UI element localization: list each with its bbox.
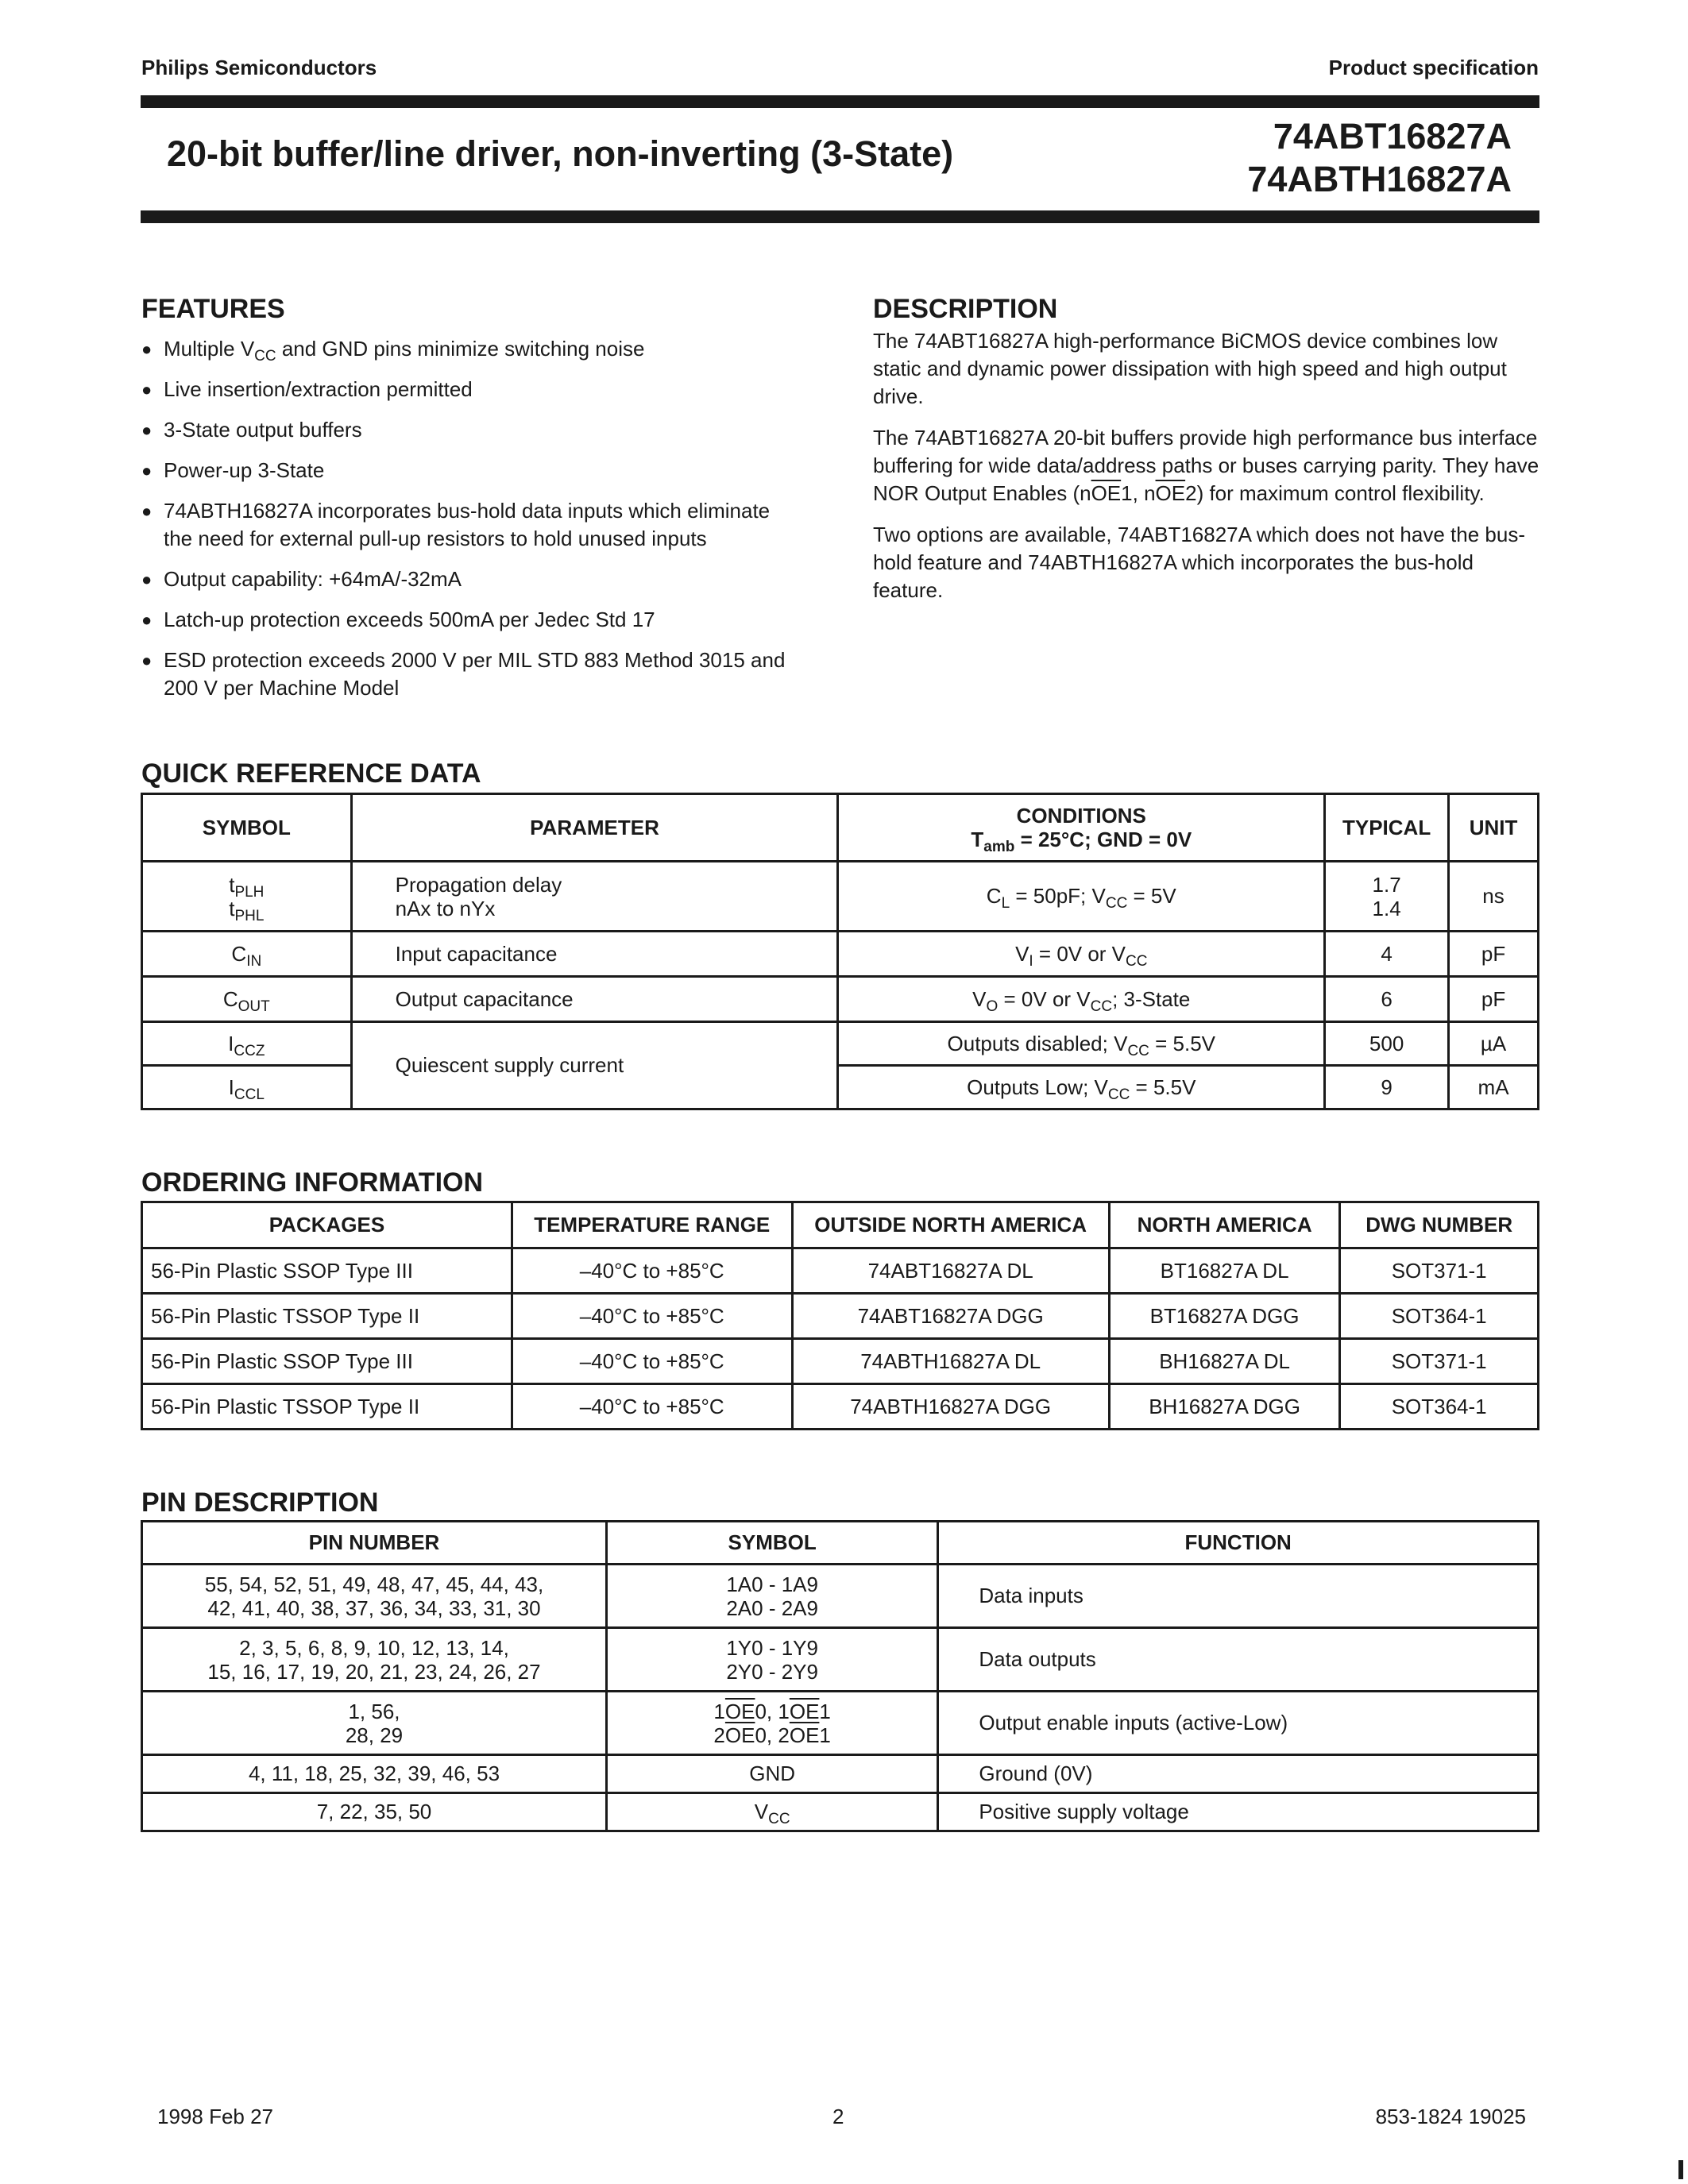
quick-reference-heading: QUICK REFERENCE DATA [141, 758, 481, 789]
feature-item: ● 74ABTH16827A incorporates bus-hold data inputs which eliminate the need for external pull-up resistors to hold unused inputs [141, 497, 801, 553]
document-type: Product specification [1328, 56, 1539, 79]
table-row: 56-Pin Plastic SSOP Type III –40°C to +85°C 74ABT16827A DL BT16827A DL SOT371-1 [142, 1248, 1539, 1294]
column-header: TEMPERATURE RANGE [512, 1202, 792, 1248]
table-row: 56-Pin Plastic TSSOP Type II –40°C to +85°C 74ABTH16827A DGG BH16827A DGG SOT364-1 [142, 1384, 1539, 1430]
column-header: TYPICAL [1325, 794, 1449, 862]
table-row: $t_{PLH}$ $t_{PHL}$ Propagation delay nAx to nYx $C_L = 50pF$; $V_{CC} = 5V$ 1.7 1.4 ns [142, 862, 1539, 932]
feature-item: ● 3-State output buffers [141, 416, 801, 444]
table-row: 1, 56, 28, 29 $1\overline{OE}0$, $1\overline{OE}1$ $2\overline{OE}0$, $2\overline{OE}1$ Output enable inputs (active-Low) [142, 1692, 1539, 1755]
feature-item: ● Power-up 3-State [141, 457, 801, 484]
feature-item: ● ESD protection exceeds 2000 V per MIL STD 883 Method 3015 and 200 V per Machine Model [141, 646, 801, 702]
description-paragraph: The 74ABT16827A 20-bit buffers provide high performance bus interface buffering for wide data/address paths or buses carrying parity. They have NOR Output Enables ($n\overline{OE}1$, $n\overline{OE}2$) for maximum control flexibility. [873, 426, 1539, 505]
features-list [141, 335, 801, 715]
ordering-table [141, 1201, 1539, 1430]
part-number-2: 74ABTH16827A [1247, 159, 1512, 199]
column-header: PARAMETER [351, 794, 838, 862]
features-heading: FEATURES [141, 294, 285, 324]
table-header-row [142, 1202, 1539, 1248]
description-body [873, 327, 1540, 618]
column-header: DWG NUMBER [1340, 1202, 1539, 1248]
table-row: $C_{IN}$ Input capacitance $V_I = 0V$ or $V_{CC}$ 4 pF [142, 932, 1539, 977]
company-name: Philips Semiconductors [141, 56, 377, 79]
feature-item: ● Output capability: +64mA/-32mA [141, 565, 801, 593]
description-paragraph: The 74ABT16827A high-performance BiCMOS device combines low static and dynamic power dissipation with high speed and high output drive. [873, 329, 1507, 408]
table-row: $I_{CCL}$ Outputs Low; $V_{CC} = 5.5V$ 9 mA [142, 1066, 1539, 1109]
column-header: FUNCTION [938, 1522, 1539, 1565]
table-row: 55, 54, 52, 51, 49, 48, 47, 45, 44, 43, 42, 41, 40, 38, 37, 36, 34, 33, 31, 30 1A0 - 1A9 2A0 - 2A9 Data inputs [142, 1565, 1539, 1628]
pin-description-heading: PIN DESCRIPTION [141, 1488, 379, 1518]
column-header: PACKAGES [142, 1202, 512, 1248]
column-header: UNIT [1449, 794, 1539, 862]
column-header: PIN NUMBER [142, 1522, 607, 1565]
table-header-row [142, 1522, 1539, 1565]
column-header: SYMBOL [606, 1522, 937, 1565]
column-header: NORTH AMERICA [1109, 1202, 1340, 1248]
table-row: $C_{OUT}$ Output capacitance $V_O = 0V$ or $V_{CC}$; 3-State 6 pF [142, 977, 1539, 1022]
quick-reference-table [141, 793, 1539, 1110]
header-rule-top [141, 95, 1539, 108]
table-row: $I_{CCZ}$ Quiescent supply current Outputs disabled; $V_{CC} = 5.5V$ 500 µA [142, 1022, 1539, 1066]
column-header: CONDITIONS $T_{amb} = 25^\circ C$; GND = 0V [838, 794, 1325, 862]
feature-item: ● Live insertion/extraction permitted [141, 376, 801, 403]
pin-description-table [141, 1520, 1539, 1832]
footer-document-code: 853-1824 19025 [1375, 2105, 1526, 2128]
feature-item: ● Latch-up protection exceeds 500mA per Jedec Std 17 [141, 606, 801, 634]
column-header: SYMBOL [142, 794, 352, 862]
description-paragraph: Two options are available, 74ABT16827A which does not have the bus-hold feature and 74ABTH16827A which incorporates the bus-hold feature. [873, 523, 1525, 602]
description-heading: DESCRIPTION [873, 294, 1058, 324]
column-header: OUTSIDE NORTH AMERICA [792, 1202, 1109, 1248]
table-row: 7, 22, 35, 50 $V_{CC}$ Positive supply voltage [142, 1793, 1539, 1831]
table-row: 56-Pin Plastic TSSOP Type II –40°C to +85°C 74ABT16827A DGG BT16827A DGG SOT364-1 [142, 1294, 1539, 1339]
page-number: 2 [832, 2105, 844, 2128]
part-number-1: 74ABT16827A [1273, 116, 1512, 156]
footer-date: 1998 Feb 27 [157, 2105, 274, 2128]
feature-item: ● Multiple $V_{CC}$ and GND pins minimize switching noise [141, 335, 801, 363]
table-row: 56-Pin Plastic SSOP Type III –40°C to +85°C 74ABTH16827A DL BH16827A DL SOT371-1 [142, 1339, 1539, 1384]
crop-mark [1678, 2160, 1683, 2179]
header-rule-bottom [141, 210, 1539, 223]
ordering-heading: ORDERING INFORMATION [141, 1167, 484, 1198]
table-header-row [142, 794, 1539, 862]
table-row: 2, 3, 5, 6, 8, 9, 10, 12, 13, 14, 15, 16, 17, 19, 20, 21, 23, 24, 26, 27 1Y0 - 1Y9 2Y0 - 2Y9 Data outputs [142, 1628, 1539, 1692]
page-title: 20-bit buffer/line driver, non-inverting (3-State) [167, 133, 954, 174]
table-row: 4, 11, 18, 25, 32, 39, 46, 53 GND Ground (0V) [142, 1755, 1539, 1793]
